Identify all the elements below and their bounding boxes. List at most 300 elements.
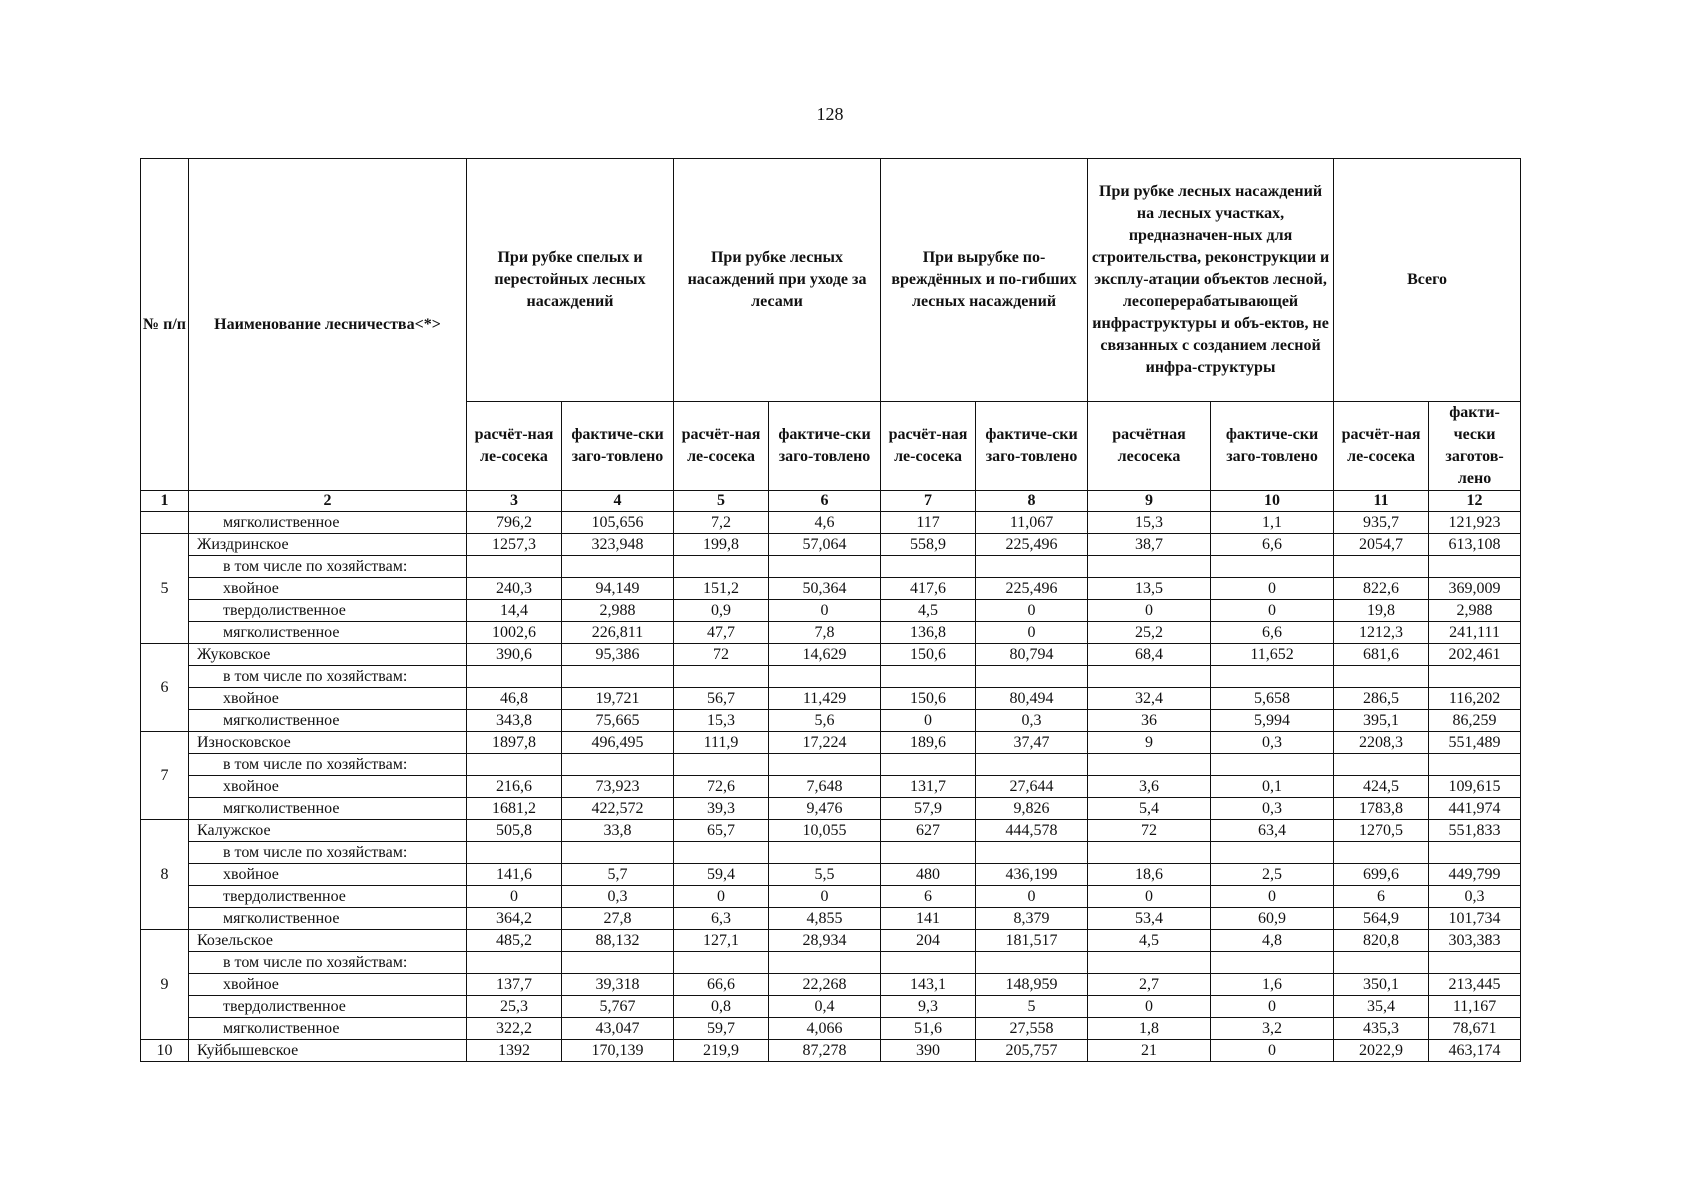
value-cell: 241,111: [1429, 622, 1521, 644]
value-cell: 4,5: [1088, 930, 1211, 952]
value-cell: [1211, 952, 1334, 974]
column-number-row: [141, 491, 1521, 512]
column-number: 5: [674, 491, 769, 512]
forestry-name: мягколиственное: [189, 1018, 467, 1040]
value-cell: 80,494: [976, 688, 1088, 710]
table-row: [141, 864, 1521, 886]
table-row: [141, 732, 1521, 754]
value-cell: 57,9: [881, 798, 976, 820]
value-cell: [674, 666, 769, 688]
value-cell: 101,734: [1429, 908, 1521, 930]
forestry-name: Козельское: [189, 930, 467, 952]
value-cell: 59,7: [674, 1018, 769, 1040]
subheader-cell: расчёт-ная ле-сосека: [1334, 402, 1429, 491]
value-cell: [1088, 952, 1211, 974]
value-cell: 0: [976, 622, 1088, 644]
forestry-name: хвойное: [189, 688, 467, 710]
value-cell: 551,833: [1429, 820, 1521, 842]
value-cell: 86,259: [1429, 710, 1521, 732]
value-cell: 5,6: [769, 710, 881, 732]
value-cell: 1257,3: [467, 534, 562, 556]
forestry-name: в том числе по хозяйствам:: [189, 842, 467, 864]
column-number: 10: [1211, 491, 1334, 512]
value-cell: [562, 754, 674, 776]
value-cell: 796,2: [467, 512, 562, 534]
value-cell: 75,665: [562, 710, 674, 732]
value-cell: 699,6: [1334, 864, 1429, 886]
value-cell: [1429, 842, 1521, 864]
value-cell: 0,9: [674, 600, 769, 622]
value-cell: 0: [976, 600, 1088, 622]
value-cell: 820,8: [1334, 930, 1429, 952]
table-row: [141, 820, 1521, 842]
forestry-name: Куйбышевское: [189, 1040, 467, 1062]
value-cell: [1211, 842, 1334, 864]
table-row: [141, 1018, 1521, 1040]
value-cell: 8,379: [976, 908, 1088, 930]
forestry-name: твердолиственное: [189, 600, 467, 622]
value-cell: 1212,3: [1334, 622, 1429, 644]
value-cell: [769, 952, 881, 974]
value-cell: 189,6: [881, 732, 976, 754]
forestry-name: мягколиственное: [189, 908, 467, 930]
value-cell: 27,558: [976, 1018, 1088, 1040]
value-cell: [562, 556, 674, 578]
value-cell: 343,8: [467, 710, 562, 732]
forestry-name: в том числе по хозяйствам:: [189, 754, 467, 776]
value-cell: 25,2: [1088, 622, 1211, 644]
value-cell: [881, 666, 976, 688]
value-cell: 0,3: [976, 710, 1088, 732]
value-cell: 11,429: [769, 688, 881, 710]
value-cell: 0: [1211, 996, 1334, 1018]
value-cell: 18,6: [1088, 864, 1211, 886]
value-cell: 564,9: [1334, 908, 1429, 930]
value-cell: 935,7: [1334, 512, 1429, 534]
value-cell: 0: [1211, 600, 1334, 622]
value-cell: 38,7: [1088, 534, 1211, 556]
value-cell: 37,47: [976, 732, 1088, 754]
column-number: 8: [976, 491, 1088, 512]
forestry-name: в том числе по хозяйствам:: [189, 666, 467, 688]
value-cell: 323,948: [562, 534, 674, 556]
value-cell: 1681,2: [467, 798, 562, 820]
value-cell: 480: [881, 864, 976, 886]
table-row: [141, 644, 1521, 666]
value-cell: 5: [976, 996, 1088, 1018]
forestry-name: хвойное: [189, 776, 467, 798]
table-row: [141, 776, 1521, 798]
value-cell: 14,629: [769, 644, 881, 666]
value-cell: 1897,8: [467, 732, 562, 754]
value-cell: 9,826: [976, 798, 1088, 820]
value-cell: 9: [1088, 732, 1211, 754]
value-cell: [467, 754, 562, 776]
value-cell: 36: [1088, 710, 1211, 732]
column-number: 1: [141, 491, 189, 512]
value-cell: 216,6: [467, 776, 562, 798]
value-cell: 5,658: [1211, 688, 1334, 710]
row-number: 10: [141, 1040, 189, 1062]
value-cell: 170,139: [562, 1040, 674, 1062]
value-cell: 558,9: [881, 534, 976, 556]
value-cell: 121,923: [1429, 512, 1521, 534]
subheader-cell: фактиче-ски заго-товлено: [562, 402, 674, 491]
value-cell: [1088, 556, 1211, 578]
column-number: 9: [1088, 491, 1211, 512]
table-row: [141, 996, 1521, 1018]
row-number: 5: [141, 534, 189, 644]
value-cell: 422,572: [562, 798, 674, 820]
value-cell: 72: [674, 644, 769, 666]
value-cell: 5,7: [562, 864, 674, 886]
value-cell: [1211, 556, 1334, 578]
value-cell: [769, 754, 881, 776]
table-row: [141, 798, 1521, 820]
value-cell: 205,757: [976, 1040, 1088, 1062]
value-cell: 822,6: [1334, 578, 1429, 600]
row-number: 9: [141, 930, 189, 1040]
table-row: [141, 688, 1521, 710]
value-cell: 0,3: [1429, 886, 1521, 908]
value-cell: [1088, 842, 1211, 864]
value-cell: 286,5: [1334, 688, 1429, 710]
value-cell: 7,8: [769, 622, 881, 644]
table-row: [141, 600, 1521, 622]
value-cell: [976, 842, 1088, 864]
value-cell: [769, 556, 881, 578]
forestry-name: Износковское: [189, 732, 467, 754]
value-cell: 13,5: [1088, 578, 1211, 600]
value-cell: 109,615: [1429, 776, 1521, 798]
value-cell: 369,009: [1429, 578, 1521, 600]
value-cell: 204: [881, 930, 976, 952]
subheader-cell: расчёт-ная ле-сосека: [674, 402, 769, 491]
value-cell: 95,386: [562, 644, 674, 666]
value-cell: [1429, 556, 1521, 578]
value-cell: 43,047: [562, 1018, 674, 1040]
value-cell: [1334, 952, 1429, 974]
value-cell: 46,8: [467, 688, 562, 710]
value-cell: [1088, 754, 1211, 776]
value-cell: 0: [1088, 996, 1211, 1018]
value-cell: 181,517: [976, 930, 1088, 952]
table-body: [141, 512, 1521, 1062]
value-cell: 141: [881, 908, 976, 930]
forestry-name: Калужское: [189, 820, 467, 842]
value-cell: [976, 666, 1088, 688]
value-cell: 56,7: [674, 688, 769, 710]
value-cell: 6: [1334, 886, 1429, 908]
value-cell: 59,4: [674, 864, 769, 886]
value-cell: 10,055: [769, 820, 881, 842]
value-cell: 150,6: [881, 688, 976, 710]
value-cell: [467, 666, 562, 688]
value-cell: 4,855: [769, 908, 881, 930]
value-cell: [1211, 754, 1334, 776]
value-cell: 63,4: [1211, 820, 1334, 842]
value-cell: 202,461: [1429, 644, 1521, 666]
forestry-name: Жиздринское: [189, 534, 467, 556]
value-cell: 219,9: [674, 1040, 769, 1062]
table-row: [141, 952, 1521, 974]
value-cell: 94,149: [562, 578, 674, 600]
value-cell: 131,7: [881, 776, 976, 798]
header-group-care: При рубке лесных насаждений при уходе за лесами: [674, 159, 881, 402]
subheader-cell: расчётная лесосека: [1088, 402, 1211, 491]
table-row: [141, 534, 1521, 556]
value-cell: 1,8: [1088, 1018, 1211, 1040]
value-cell: 6,6: [1211, 622, 1334, 644]
row-number: 8: [141, 820, 189, 930]
column-number: 11: [1334, 491, 1429, 512]
value-cell: 0: [1211, 1040, 1334, 1062]
column-number: 6: [769, 491, 881, 512]
value-cell: 0,4: [769, 996, 881, 1018]
table-row: [141, 908, 1521, 930]
value-cell: [467, 952, 562, 974]
subheader-cell: расчёт-ная ле-сосека: [881, 402, 976, 491]
value-cell: 5,994: [1211, 710, 1334, 732]
value-cell: [976, 952, 1088, 974]
value-cell: 50,364: [769, 578, 881, 600]
forestry-name: в том числе по хозяйствам:: [189, 952, 467, 974]
value-cell: 441,974: [1429, 798, 1521, 820]
subheader-cell: расчёт-ная ле-сосека: [467, 402, 562, 491]
value-cell: 21: [1088, 1040, 1211, 1062]
table-row: [141, 512, 1521, 534]
table-row: [141, 666, 1521, 688]
value-cell: 117: [881, 512, 976, 534]
value-cell: 0: [1211, 578, 1334, 600]
value-cell: 39,318: [562, 974, 674, 996]
value-cell: 11,167: [1429, 996, 1521, 1018]
column-number: 12: [1429, 491, 1521, 512]
forestry-name: в том числе по хозяйствам:: [189, 556, 467, 578]
row-number: [141, 512, 189, 534]
column-number: 7: [881, 491, 976, 512]
value-cell: [881, 754, 976, 776]
value-cell: 303,383: [1429, 930, 1521, 952]
value-cell: 213,445: [1429, 974, 1521, 996]
value-cell: 613,108: [1429, 534, 1521, 556]
value-cell: 0: [467, 886, 562, 908]
value-cell: 2,7: [1088, 974, 1211, 996]
value-cell: 627: [881, 820, 976, 842]
value-cell: 199,8: [674, 534, 769, 556]
value-cell: 105,656: [562, 512, 674, 534]
value-cell: [1211, 666, 1334, 688]
forestry-name: хвойное: [189, 974, 467, 996]
value-cell: 681,6: [1334, 644, 1429, 666]
value-cell: 15,3: [674, 710, 769, 732]
table-row: [141, 930, 1521, 952]
header-num: № п/п: [141, 159, 189, 491]
page-number: 128: [816, 104, 844, 124]
value-cell: [881, 556, 976, 578]
value-cell: 0: [1088, 886, 1211, 908]
value-cell: 150,6: [881, 644, 976, 666]
value-cell: 322,2: [467, 1018, 562, 1040]
value-cell: 2,5: [1211, 864, 1334, 886]
value-cell: 127,1: [674, 930, 769, 952]
value-cell: [1334, 842, 1429, 864]
value-cell: 136,8: [881, 622, 976, 644]
value-cell: 0: [769, 886, 881, 908]
value-cell: 148,959: [976, 974, 1088, 996]
value-cell: 53,4: [1088, 908, 1211, 930]
table-row: [141, 556, 1521, 578]
value-cell: 116,202: [1429, 688, 1521, 710]
value-cell: 80,794: [976, 644, 1088, 666]
value-cell: 1392: [467, 1040, 562, 1062]
table-row: [141, 622, 1521, 644]
value-cell: 78,671: [1429, 1018, 1521, 1040]
value-cell: [1429, 952, 1521, 974]
value-cell: 72: [1088, 820, 1211, 842]
value-cell: 0: [976, 886, 1088, 908]
value-cell: [1334, 556, 1429, 578]
header-group-construction: При рубке лесных насаждений на лесных участках, предназначен-ных для строительства, реконструкции и эксплу-атации объектов лесной, лесоперерабатывающей инфраструктуры и объ-ектов, не связанных с созданием лесной инфра-структуры: [1088, 159, 1334, 402]
value-cell: 35,4: [1334, 996, 1429, 1018]
value-cell: 0,3: [1211, 732, 1334, 754]
value-cell: 1002,6: [467, 622, 562, 644]
value-cell: [674, 952, 769, 974]
value-cell: 240,3: [467, 578, 562, 600]
value-cell: 225,496: [976, 534, 1088, 556]
value-cell: 0: [1088, 600, 1211, 622]
value-cell: 57,064: [769, 534, 881, 556]
forestry-name: твердолиственное: [189, 886, 467, 908]
header-name: Наименование лесничества<*>: [189, 159, 467, 491]
value-cell: 225,496: [976, 578, 1088, 600]
value-cell: 436,199: [976, 864, 1088, 886]
value-cell: 364,2: [467, 908, 562, 930]
forestry-name: хвойное: [189, 578, 467, 600]
value-cell: 551,489: [1429, 732, 1521, 754]
value-cell: 4,6: [769, 512, 881, 534]
value-cell: [976, 754, 1088, 776]
forestry-name: мягколиственное: [189, 798, 467, 820]
table-row: [141, 886, 1521, 908]
value-cell: 1270,5: [1334, 820, 1429, 842]
value-cell: [674, 556, 769, 578]
forestry-name: твердолиственное: [189, 996, 467, 1018]
value-cell: [976, 556, 1088, 578]
value-cell: 11,067: [976, 512, 1088, 534]
table-row: [141, 710, 1521, 732]
value-cell: 27,8: [562, 908, 674, 930]
value-cell: 72,6: [674, 776, 769, 798]
value-cell: 505,8: [467, 820, 562, 842]
table-row: [141, 1040, 1521, 1062]
value-cell: 390,6: [467, 644, 562, 666]
value-cell: 1,6: [1211, 974, 1334, 996]
value-cell: 3,6: [1088, 776, 1211, 798]
value-cell: 0,8: [674, 996, 769, 1018]
value-cell: [562, 842, 674, 864]
value-cell: 87,278: [769, 1040, 881, 1062]
table-row: [141, 842, 1521, 864]
value-cell: 1,1: [1211, 512, 1334, 534]
value-cell: 435,3: [1334, 1018, 1429, 1040]
value-cell: 226,811: [562, 622, 674, 644]
value-cell: 27,644: [976, 776, 1088, 798]
value-cell: 449,799: [1429, 864, 1521, 886]
value-cell: 2,988: [562, 600, 674, 622]
value-cell: 6,3: [674, 908, 769, 930]
column-number: 4: [562, 491, 674, 512]
value-cell: 2022,9: [1334, 1040, 1429, 1062]
header-group-damaged: При вырубке по-вреждённых и по-гибших лесных насаждений: [881, 159, 1088, 402]
value-cell: 444,578: [976, 820, 1088, 842]
value-cell: 463,174: [1429, 1040, 1521, 1062]
value-cell: 5,4: [1088, 798, 1211, 820]
value-cell: [769, 666, 881, 688]
value-cell: 485,2: [467, 930, 562, 952]
value-cell: 395,1: [1334, 710, 1429, 732]
value-cell: 0,3: [562, 886, 674, 908]
value-cell: 137,7: [467, 974, 562, 996]
value-cell: 68,4: [1088, 644, 1211, 666]
forestry-name: мягколиственное: [189, 710, 467, 732]
value-cell: 22,268: [769, 974, 881, 996]
value-cell: 60,9: [1211, 908, 1334, 930]
value-cell: [1334, 666, 1429, 688]
subheader-cell: фактиче-ски заго-товлено: [976, 402, 1088, 491]
value-cell: 19,8: [1334, 600, 1429, 622]
value-cell: 0,1: [1211, 776, 1334, 798]
value-cell: 11,652: [1211, 644, 1334, 666]
value-cell: 33,8: [562, 820, 674, 842]
value-cell: 3,2: [1211, 1018, 1334, 1040]
value-cell: 66,6: [674, 974, 769, 996]
value-cell: [1334, 754, 1429, 776]
value-cell: 47,7: [674, 622, 769, 644]
value-cell: 417,6: [881, 578, 976, 600]
value-cell: 32,4: [1088, 688, 1211, 710]
forestry-name: мягколиственное: [189, 512, 467, 534]
value-cell: 65,7: [674, 820, 769, 842]
column-number: 2: [189, 491, 467, 512]
value-cell: [1429, 666, 1521, 688]
value-cell: 0,3: [1211, 798, 1334, 820]
header-group-total: Всего: [1334, 159, 1521, 402]
value-cell: 424,5: [1334, 776, 1429, 798]
value-cell: 9,476: [769, 798, 881, 820]
value-cell: [562, 666, 674, 688]
forestry-name: Жуковское: [189, 644, 467, 666]
value-cell: 143,1: [881, 974, 976, 996]
row-number: 6: [141, 644, 189, 732]
value-cell: 88,132: [562, 930, 674, 952]
value-cell: 350,1: [1334, 974, 1429, 996]
value-cell: 7,2: [674, 512, 769, 534]
value-cell: [674, 842, 769, 864]
value-cell: [769, 842, 881, 864]
value-cell: 0: [674, 886, 769, 908]
value-cell: 17,224: [769, 732, 881, 754]
value-cell: 1783,8: [1334, 798, 1429, 820]
table-row: [141, 754, 1521, 776]
value-cell: 51,6: [881, 1018, 976, 1040]
value-cell: 6,6: [1211, 534, 1334, 556]
value-cell: 496,495: [562, 732, 674, 754]
value-cell: [467, 556, 562, 578]
value-cell: [674, 754, 769, 776]
value-cell: 25,3: [467, 996, 562, 1018]
value-cell: 2208,3: [1334, 732, 1429, 754]
